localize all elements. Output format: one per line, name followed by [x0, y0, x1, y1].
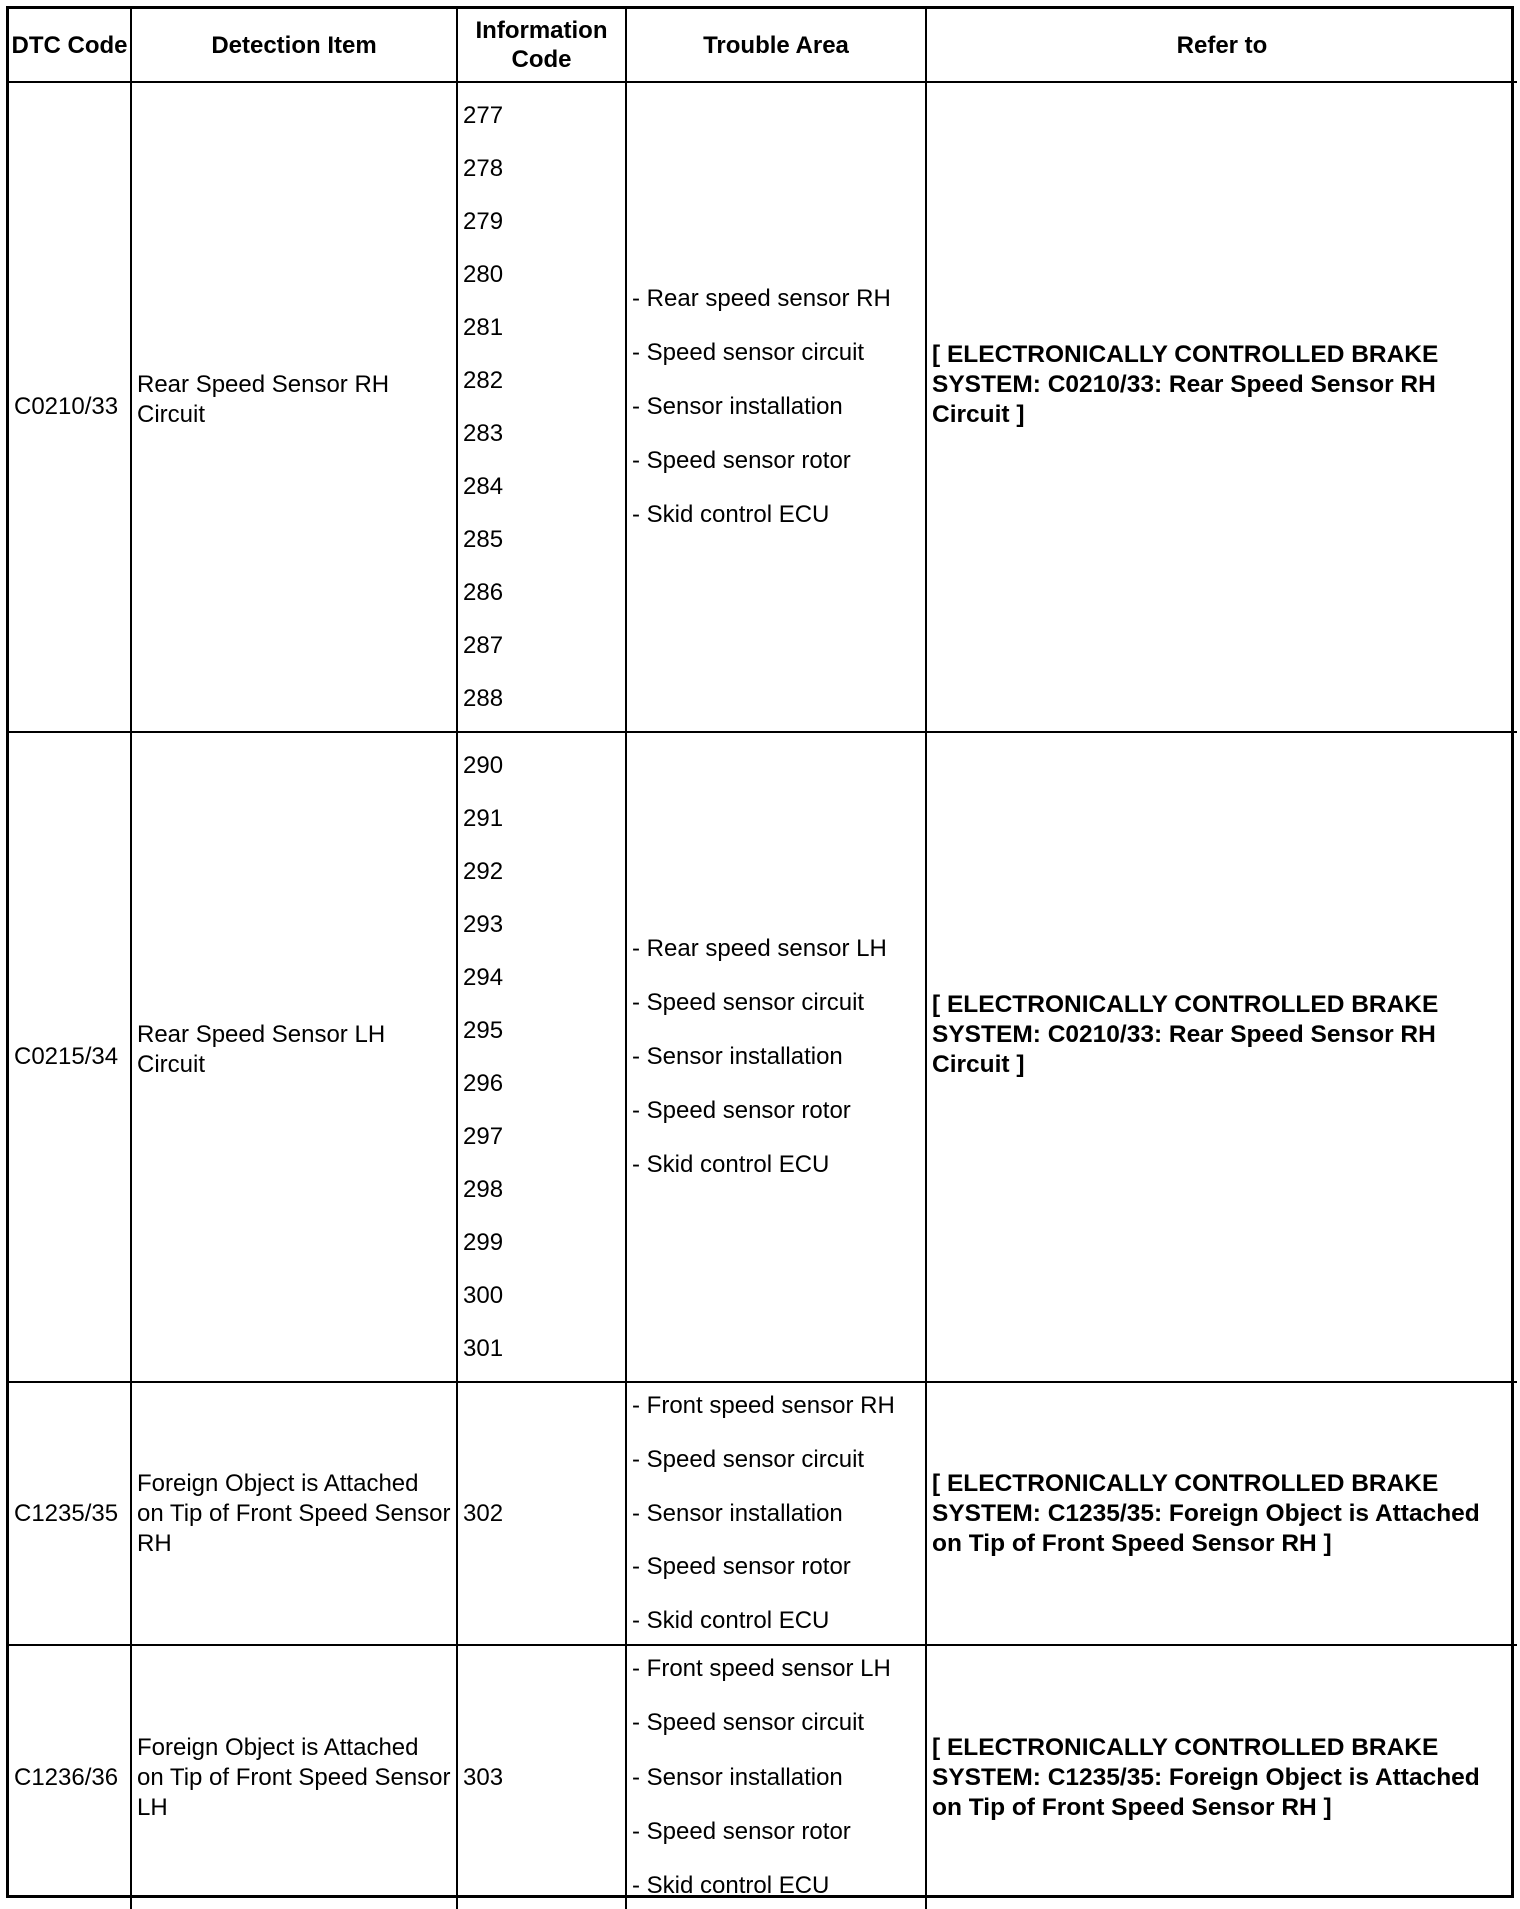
trouble-area-item: - Sensor installation: [632, 1499, 843, 1527]
dtc-code-cell: C0215/34: [9, 733, 132, 1383]
refer-to-cell: [927, 1646, 1517, 1909]
trouble-area-item: - Sensor installation: [632, 1763, 843, 1791]
dtc-table: [6, 6, 1514, 1898]
trouble-area-item: - Speed sensor circuit: [632, 339, 865, 366]
information-code: 300: [463, 1281, 504, 1309]
information-code: 299: [463, 1228, 504, 1256]
trouble-area-cell: [627, 83, 927, 733]
information-code: 293: [463, 910, 504, 938]
information-code: 302: [463, 1499, 504, 1527]
detection-item-cell: [132, 83, 458, 733]
information-code: 279: [463, 207, 504, 235]
trouble-area-item: - Sensor installation: [632, 1043, 843, 1070]
refer-to-link[interactable]: [ ELECTRONICALLY CONTROLLED BRAKE SYSTEM: C1235/35: Foreign Object is Attached on Tip of Front Speed Sensor RH ]: [932, 1469, 1480, 1557]
trouble-area-item: - Speed sensor rotor: [632, 1553, 851, 1581]
information-code-cell: [458, 1646, 627, 1909]
information-code-cell: [458, 83, 627, 733]
information-code: 292: [463, 857, 504, 885]
information-code: 285: [463, 525, 504, 553]
trouble-area-item: - Skid control ECU: [632, 1151, 830, 1178]
trouble-area-item: - Speed sensor circuit: [632, 1445, 865, 1473]
detection-item-cell: Foreign Object is Attached on Tip of Front Speed Sensor LH: [132, 1646, 458, 1909]
trouble-area-item: - Speed sensor circuit: [632, 989, 865, 1016]
information-code-cell: [458, 733, 627, 1383]
trouble-area-item: - Rear speed sensor RH: [632, 285, 891, 312]
trouble-area-item: - Speed sensor rotor: [632, 1817, 851, 1845]
trouble-area-item: - Skid control ECU: [632, 1872, 830, 1899]
header-dtc-code: DTC Code: [9, 9, 132, 83]
information-code: 287: [463, 631, 504, 659]
trouble-area-item: - Speed sensor circuit: [632, 1709, 865, 1737]
trouble-area-item: - Sensor installation: [632, 393, 843, 420]
information-code: 290: [463, 751, 504, 779]
trouble-area-item: - Skid control ECU: [632, 501, 830, 528]
information-code: 296: [463, 1069, 504, 1097]
refer-to-link[interactable]: [ ELECTRONICALLY CONTROLLED BRAKE SYSTEM: C1235/35: Foreign Object is Attached on Tip of Front Speed Sensor RH ]: [932, 1733, 1480, 1821]
information-code: 291: [463, 804, 504, 832]
refer-to-cell: [927, 733, 1517, 1383]
information-code: 280: [463, 260, 504, 288]
trouble-area-item: - Front speed sensor LH: [632, 1655, 891, 1682]
trouble-area-item: - Speed sensor rotor: [632, 447, 851, 474]
refer-to-cell: [927, 83, 1517, 733]
trouble-area-item: - Speed sensor rotor: [632, 1097, 851, 1124]
detection-item-text: Rear Speed Sensor LH Circuit: [137, 1021, 386, 1078]
trouble-area-cell: [627, 1383, 927, 1646]
information-code: 277: [463, 101, 504, 129]
information-code: 303: [463, 1763, 504, 1791]
trouble-area-item: - Rear speed sensor LH: [632, 935, 887, 962]
detection-item-cell: [132, 733, 458, 1383]
information-code: 282: [463, 366, 504, 394]
information-code: 297: [463, 1122, 504, 1150]
information-code: 295: [463, 1016, 504, 1044]
information-code: 294: [463, 963, 504, 991]
information-code: 283: [463, 419, 504, 447]
information-code: 286: [463, 578, 504, 606]
dtc-code-cell: C1236/36: [9, 1646, 132, 1909]
detection-item-text: Rear Speed Sensor RH Circuit: [137, 371, 390, 428]
information-code-cell: [458, 1383, 627, 1646]
information-code: 284: [463, 472, 504, 500]
trouble-area-item: - Front speed sensor RH: [632, 1392, 895, 1419]
trouble-area-item: - Skid control ECU: [632, 1607, 830, 1634]
information-code: 281: [463, 313, 504, 341]
information-code: 288: [463, 684, 504, 712]
dtc-code-cell: C0210/33: [9, 83, 132, 733]
header-detection-item: Detection Item: [132, 9, 458, 83]
refer-to-link[interactable]: [ ELECTRONICALLY CONTROLLED BRAKE SYSTEM: C0210/33: Rear Speed Sensor RH Circuit ]: [932, 340, 1439, 428]
refer-to-link[interactable]: [ ELECTRONICALLY CONTROLLED BRAKE SYSTEM: C0210/33: Rear Speed Sensor RH Circuit ]: [932, 990, 1439, 1078]
refer-to-cell: [927, 1383, 1517, 1646]
information-code: 278: [463, 154, 504, 182]
dtc-code-cell: C1235/35: [9, 1383, 132, 1646]
trouble-area-cell: [627, 733, 927, 1383]
information-code: 298: [463, 1175, 504, 1203]
header-information-code: Information Code: [458, 9, 627, 83]
header-trouble-area: Trouble Area: [627, 9, 927, 83]
detection-item-cell: Foreign Object is Attached on Tip of Front Speed Sensor RH: [132, 1383, 458, 1646]
information-code: 301: [463, 1334, 504, 1362]
header-refer-to: Refer to: [927, 9, 1517, 83]
trouble-area-cell: [627, 1646, 927, 1909]
